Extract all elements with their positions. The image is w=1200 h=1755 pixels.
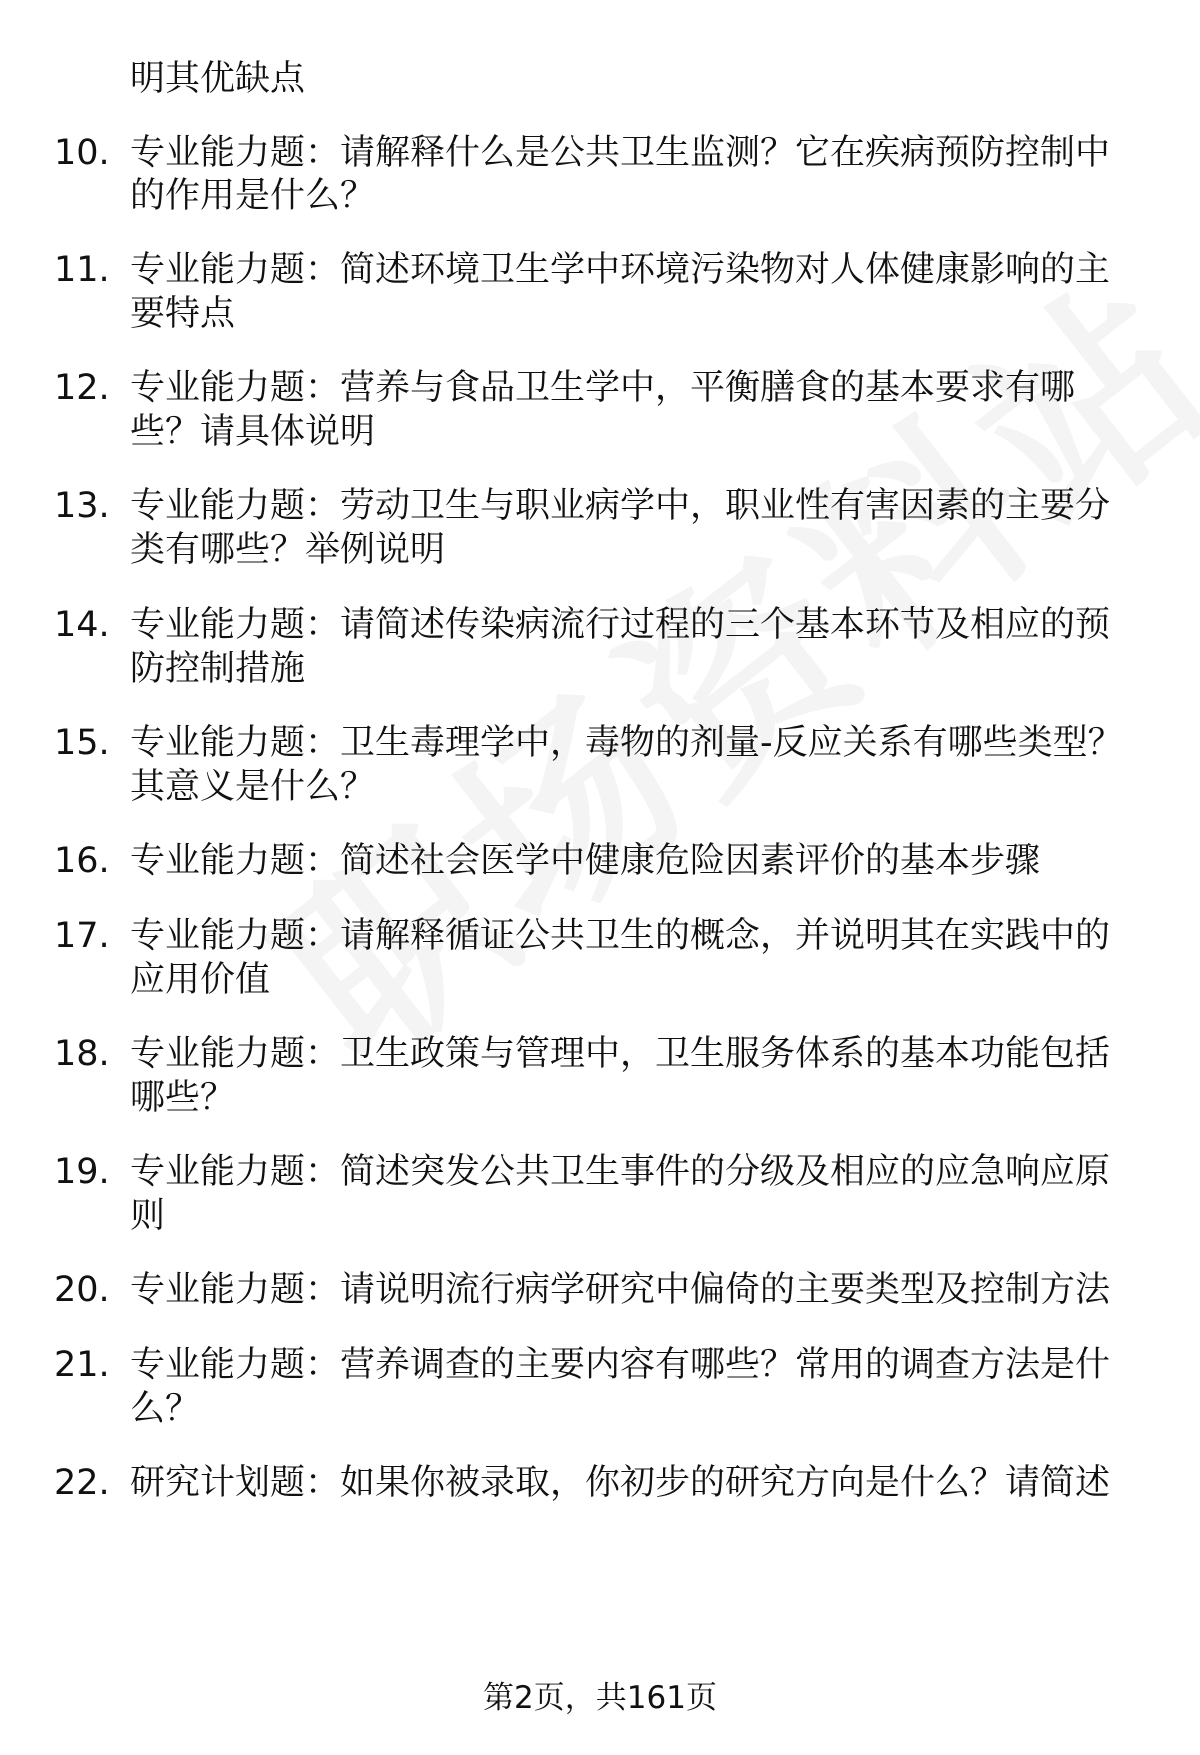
question-text-cont: 类有哪些？举例说明 xyxy=(130,530,446,570)
question-text: 专业能力题：请解释循证公共卫生的概念，并说明其在实践中的 xyxy=(130,916,1111,956)
question-text: 专业能力题：简述突发公共卫生事件的分级及相应的应急响应原 xyxy=(130,1152,1111,1192)
question-number: 19. xyxy=(54,1152,110,1192)
question-text: 专业能力题：卫生毒理学中，毒物的剂量-反应关系有哪些类型？ xyxy=(130,723,1123,763)
question-text: 专业能力题：简述社会医学中健康危险因素评价的基本步骤 xyxy=(130,841,1041,881)
question-number: 20. xyxy=(54,1270,110,1310)
page-footer: 第2页，共161页 xyxy=(483,1680,717,1716)
question-text: 专业能力题：简述环境卫生学中环境污染物对人体健康影响的主 xyxy=(130,250,1111,290)
question-number: 13. xyxy=(54,486,110,526)
question-number: 12. xyxy=(54,368,110,408)
question-text: 专业能力题：劳动卫生与职业病学中，职业性有害因素的主要分 xyxy=(130,486,1111,526)
question-number: 15. xyxy=(54,723,110,763)
question-text-cont: 么？ xyxy=(130,1389,201,1429)
question-text-cont: 则 xyxy=(130,1196,166,1236)
continuation-line: 明其优缺点 xyxy=(130,59,306,99)
question-number: 14. xyxy=(54,605,110,645)
question-number: 11. xyxy=(54,250,110,290)
question-text: 研究计划题：如果你被录取，你初步的研究方向是什么？请简述 xyxy=(130,1463,1111,1503)
question-text-cont: 些？请具体说明 xyxy=(130,412,376,452)
question-number: 18. xyxy=(54,1034,110,1074)
question-text-cont: 的作用是什么？ xyxy=(130,176,376,216)
question-text-cont: 应用价值 xyxy=(130,960,271,1000)
question-text-cont: 要特点 xyxy=(130,294,236,334)
question-text: 专业能力题：营养与食品卫生学中，平衡膳食的基本要求有哪 xyxy=(130,368,1076,408)
question-text-cont: 其意义是什么？ xyxy=(130,767,376,807)
question-text-cont: 防控制措施 xyxy=(130,649,306,689)
question-text: 专业能力题：营养调查的主要内容有哪些？常用的调查方法是什 xyxy=(130,1345,1111,1385)
question-text-cont: 哪些？ xyxy=(130,1078,236,1118)
question-text: 专业能力题：请简述传染病流行过程的三个基本环节及相应的预 xyxy=(130,605,1111,645)
question-text: 专业能力题：卫生政策与管理中，卫生服务体系的基本功能包括 xyxy=(130,1034,1111,1074)
question-number: 22. xyxy=(54,1463,110,1503)
watermark xyxy=(210,203,1200,1118)
question-number: 21. xyxy=(54,1345,110,1385)
question-number: 16. xyxy=(54,841,110,881)
question-text: 专业能力题：请说明流行病学研究中偏倚的主要类型及控制方法 xyxy=(130,1270,1111,1310)
question-number: 10. xyxy=(54,133,110,173)
question-text: 专业能力题：请解释什么是公共卫生监测？它在疾病预防控制中 xyxy=(130,133,1111,173)
question-number: 17. xyxy=(54,916,110,956)
